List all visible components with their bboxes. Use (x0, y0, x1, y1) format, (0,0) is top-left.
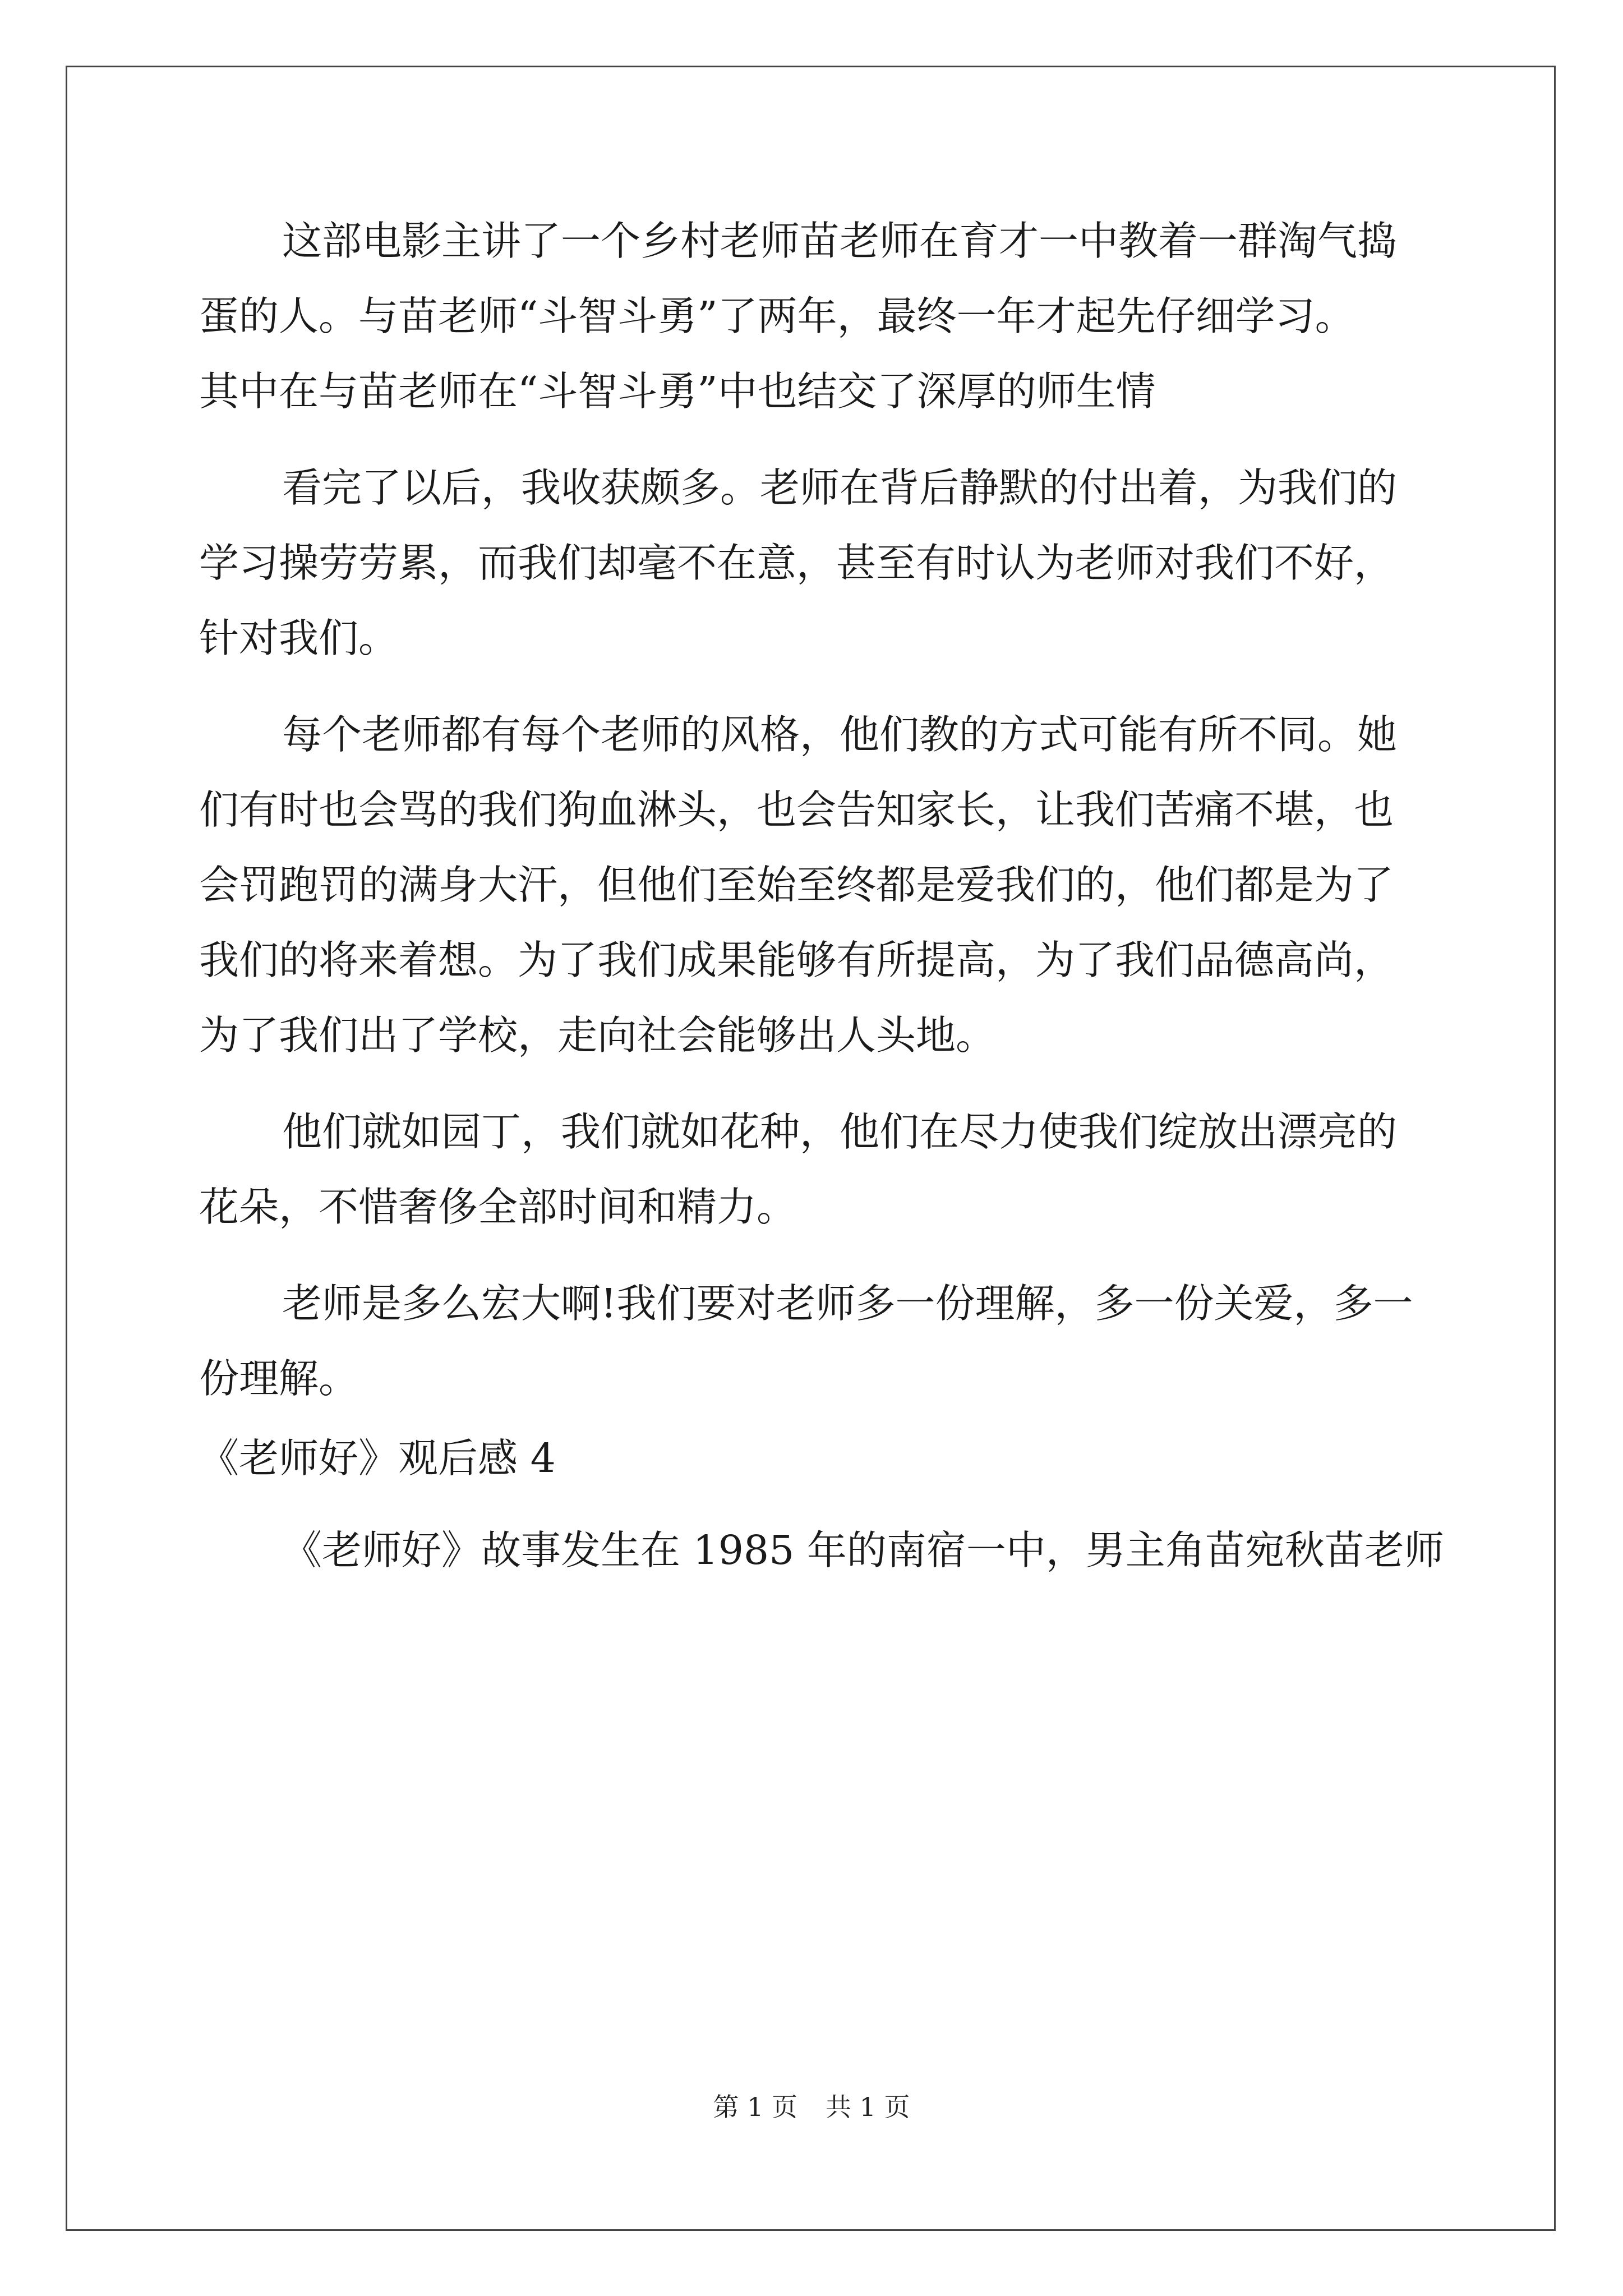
paragraph-6-line-1: 《老师好》故事发生在 1985 年的南宿一中，男主角苗宛秋苗老师 (282, 1527, 1444, 1573)
paragraph-1-line-1: 这部电影主讲了一个乡村老师苗老师在育才一中教着一群淘气捣 (282, 218, 1398, 264)
paragraph-4-line-2: 花朵，不惜奢侈全部时间和精力。 (199, 1184, 797, 1230)
paragraph-5-line-2: 份理解。 (199, 1355, 359, 1402)
paragraph-3-line-1: 每个老师都有每个老师的风格，他们教的方式可能有所不同。她 (282, 711, 1398, 758)
paragraph-1-line-2: 蛋的人。与苗老师“斗智斗勇”了两年，最终一年才起先仔细学习。 (199, 293, 1355, 339)
section-heading: 《老师好》观后感 4 (199, 1435, 556, 1481)
page-total: 共 1 页 (826, 2092, 910, 2122)
page-number: 第 1 页 (713, 2092, 797, 2122)
paragraph-2-line-2: 学习操劳劳累，而我们却毫不在意，甚至有时认为老师对我们不好， (199, 540, 1394, 586)
paragraph-2-line-3: 针对我们。 (199, 615, 399, 661)
paragraph-3-line-5: 为了我们出了学校，走向社会能够出人头地。 (199, 1012, 996, 1059)
paragraph-3-line-4: 我们的将来着想。为了我们成果能够有所提高，为了我们品德高尚， (199, 937, 1394, 983)
page-footer (0, 2090, 1623, 2124)
paragraph-5-line-1: 老师是多么宏大啊!我们要对老师多一份理解，多一份关爱，多一 (282, 1280, 1413, 1327)
paragraph-2-line-1: 看完了以后，我收获颇多。老师在背后静默的付出着，为我们的 (282, 464, 1398, 511)
paragraph-3-line-3: 会罚跑罚的满身大汗，但他们至始至终都是爱我们的，他们都是为了 (199, 862, 1394, 908)
paragraph-4-line-1: 他们就如园丁，我们就如花种，他们在尽力使我们绽放出漂亮的 (282, 1108, 1398, 1155)
paragraph-3-line-2: 们有时也会骂的我们狗血淋头，也会告知家长，让我们苦痛不堪，也 (199, 786, 1394, 833)
paragraph-1-line-3: 其中在与苗老师在“斗智斗勇”中也结交了深厚的师生情 (199, 368, 1156, 415)
